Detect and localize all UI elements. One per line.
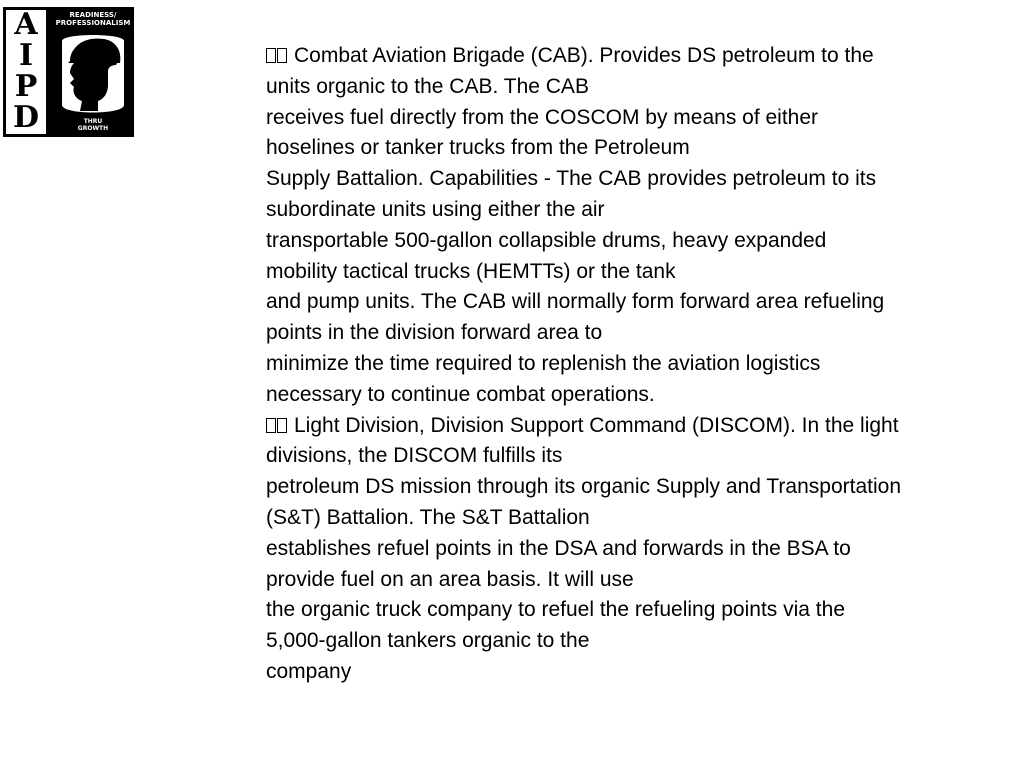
paragraph-combat-aviation-brigade bbox=[266, 41, 1006, 411]
text-line bbox=[266, 411, 1006, 442]
logo-letter-a: A bbox=[14, 7, 38, 42]
text-line: minimize the time required to replenish the aviation logistics bbox=[266, 351, 821, 375]
seal-motto-top bbox=[52, 11, 134, 27]
missing-glyph-box-icon bbox=[266, 41, 288, 72]
text-line: 5,000-gallon tankers organic to the bbox=[266, 629, 590, 653]
text-line: and pump units. The CAB will normally form forward area refueling bbox=[266, 290, 885, 314]
seal-motto-bottom bbox=[52, 118, 134, 132]
seal-motto-line2: PROFESSIONALISM bbox=[55, 19, 131, 27]
text-line: transportable 500-gallon collapsible drums, heavy expanded bbox=[266, 228, 827, 252]
missing-glyph-box-icon bbox=[266, 411, 288, 442]
text-line: company bbox=[266, 659, 352, 683]
text-line: units organic to the CAB. The CAB bbox=[266, 74, 589, 98]
soldier-helmet-profile-icon bbox=[58, 29, 128, 117]
text-line-content: Combat Aviation Brigade (CAB). Provides DS petroleum to the bbox=[294, 44, 874, 67]
logo-seal bbox=[52, 7, 134, 137]
text-line: necessary to continue combat operations. bbox=[266, 382, 655, 406]
logo-letters-column bbox=[6, 7, 46, 135]
text-line: hoselines or tanker trucks from the Petroleum bbox=[266, 136, 690, 160]
logo-letter-i: I bbox=[18, 38, 34, 73]
logo-letter-p: P bbox=[14, 69, 38, 104]
text-line: petroleum DS mission through its organic Supply and Transportation bbox=[266, 475, 902, 499]
paragraph-light-division-discom bbox=[266, 411, 1006, 688]
text-line: mobility tactical trucks (HEMTTs) or the tank bbox=[266, 259, 676, 283]
seal-motto-line4: GROWTH bbox=[77, 125, 109, 132]
text-line: Supply Battalion. Capabilities - The CAB provides petroleum to its bbox=[266, 167, 877, 191]
seal-motto-line3: THRU bbox=[83, 118, 103, 125]
text-line: points in the division forward area to bbox=[266, 321, 603, 345]
text-line: receives fuel directly from the COSCOM by means of either bbox=[266, 105, 819, 129]
text-line: subordinate units using either the air bbox=[266, 197, 605, 221]
text-line: the organic truck company to refuel the refueling points via the bbox=[266, 598, 845, 622]
text-line: (S&T) Battalion. The S&T Battalion bbox=[266, 505, 590, 529]
text-line bbox=[266, 41, 1006, 72]
document-body bbox=[266, 41, 1006, 688]
aipd-logo bbox=[3, 7, 134, 137]
seal-motto-line1: READINESS/ bbox=[69, 11, 117, 19]
text-line: establishes refuel points in the DSA and forwards in the BSA to bbox=[266, 536, 851, 560]
text-line: divisions, the DISCOM fulfills its bbox=[266, 444, 563, 468]
logo-letter-d: D bbox=[12, 100, 39, 135]
text-line: provide fuel on an area basis. It will use bbox=[266, 567, 634, 591]
text-line-content: Light Division, Division Support Command (DISCOM). In the light bbox=[294, 413, 899, 437]
